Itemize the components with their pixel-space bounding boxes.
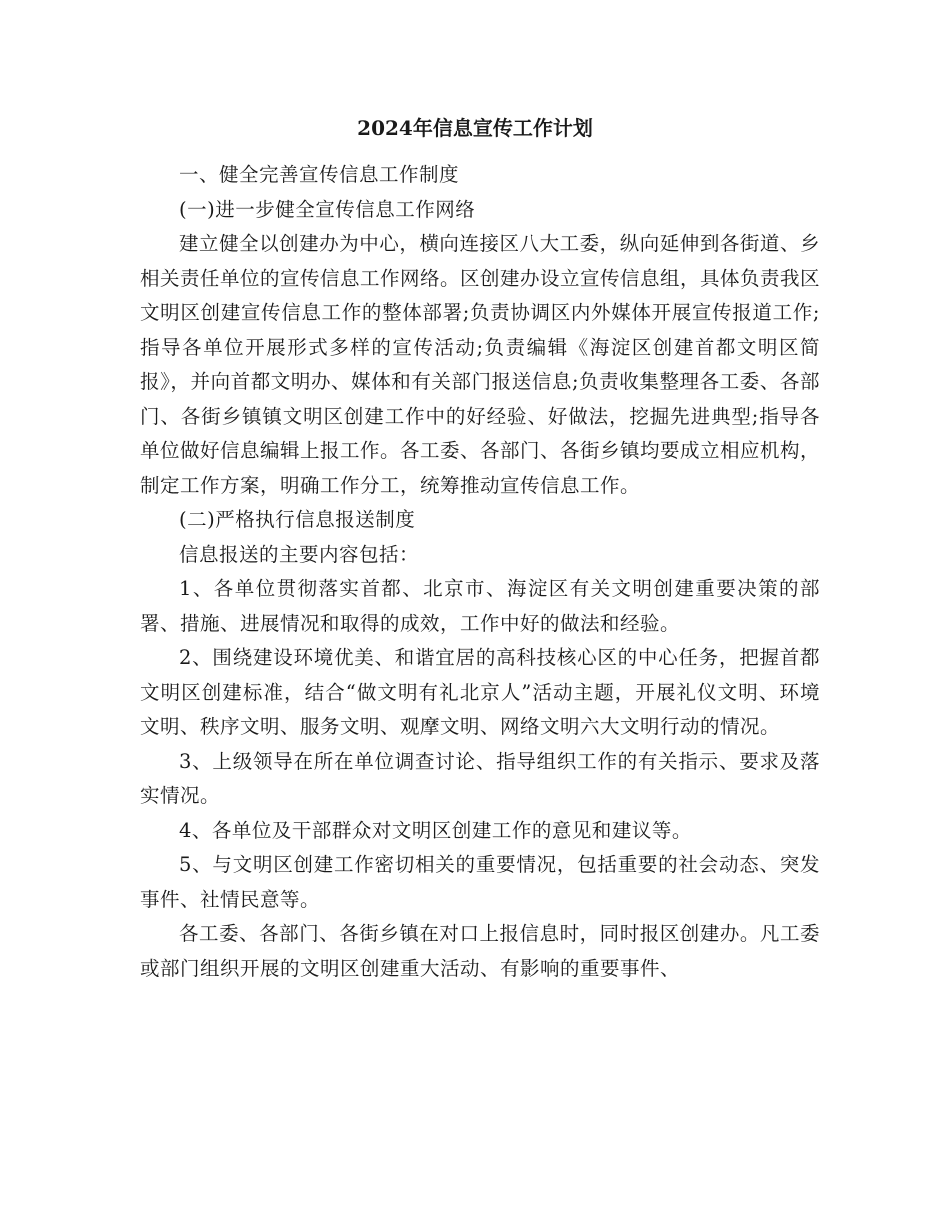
subsection-heading: (一)进一步健全宣传信息工作网络: [179, 197, 476, 221]
body-paragraph: 各工委、各部门、各街乡镇在对口上报信息时，同时报区创建办。凡工委或部门组织开展的文明区创建重大活动、有影响的重要事件、: [140, 922, 820, 980]
document-title: 2024年信息宣传工作计划: [357, 116, 593, 140]
document-body: [140, 158, 820, 986]
list-item: 5、与文明区创建工作密切相关的重要情况，包括重要的社会动态、突发事件、社情民意等。: [140, 853, 820, 911]
subsection-heading: (二)严格执行信息报送制度: [179, 508, 416, 531]
list-item: 4、各单位及干部群众对文明区创建工作的意见和建议等。: [179, 818, 692, 842]
body-paragraph: 信息报送的主要内容包括：: [179, 542, 420, 566]
list-item: 3、上级领导在所在单位调查讨论、指导组织工作的有关指示、要求及落实情况。: [140, 749, 820, 807]
list-item: 2、围绕建设环境优美、和谐宜居的高科技核心区的中心任务，把握首都文明区创建标准，结合“做文明有礼北京人”活动主题，开展礼仪文明、环境文明、秩序文明、服务文明、观摩文明、网络文明六大文明行动的情况。: [140, 646, 820, 738]
body-paragraph: 建立健全以创建办为中心，横向连接区八大工委，纵向延伸到各街道、乡相关责任单位的宣传信息工作网络。区创建办设立宣传信息组，具体负责我区文明区创建宣传信息工作的整体部署;负责协调区内外媒体开展宣传报道工作;指导各单位开展形式多样的宣传活动;负责编辑《海淀区创建首都文明区简报》，并向首都文明办、媒体和有关部门报送信息;负责收集整理各工委、各部门、各街乡镇镇文明区创建工作中的好经验、好做法，挖掘先进典型;指导各单位做好信息编辑上报工作。各工委、各部门、各街乡镇均要成立相应机构，制定工作方案，明确工作分工，统筹推动宣传信息工作。: [140, 232, 821, 497]
list-item: 1、各单位贯彻落实首都、北京市、海淀区有关文明创建重要决策的部署、措施、进展情况和取得的成效，工作中好的做法和经验。: [140, 577, 820, 635]
section-heading: 一、健全完善宣传信息工作制度: [179, 163, 460, 186]
